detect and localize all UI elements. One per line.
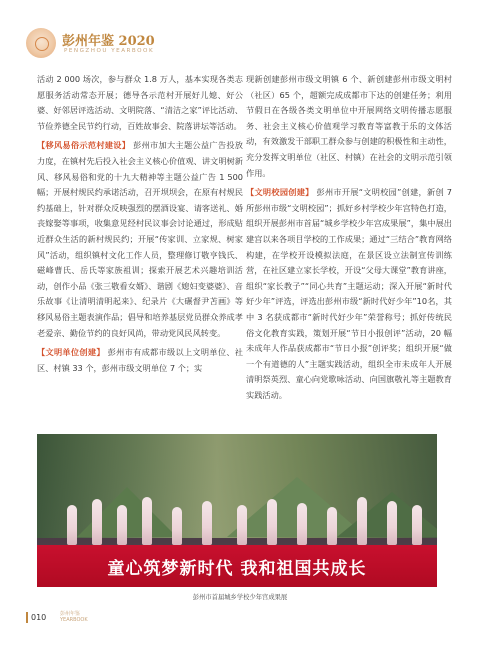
paragraph: 现新创建彭州市级文明镇 6 个、新创建彭州市级文明村（社区）65 个，超额完成成都市下达的创建任务；利用节假日在各级各类文明单位中开展网络文明传播志愿服务、社会主义核心价值观学习教育等富教于乐的文体活动，有效激发干部职工群众参与创建的积极性和主动性，充分发挥文明单位（社区、村镇）在社会的文明示范引领作用。 <box>246 74 452 178</box>
yearbook-logo-icon <box>26 28 56 58</box>
paragraph-text: 彭州市开展“文明校园”创建，新创 7 所彭州市级“文明校园”；抓好乡村学校少年宫特色打造，组织开展彭州市首届“城乡学校少年宫成果展”，集中展出建宫以来各项目学校的工作成果；通过“三结合”教育网络构建，在学校开设模拟法庭，在景区设立法制宣传训练营，在社区建立家长学校，开设“父母大课堂”教育讲座，组织“家长教子”“同心共育”主题运动；深入开展“新时代好少年”评选，评选出彭州市级“新时代好少年”10名，其中 3 名获成都市“新时代好少年”荣誉称号；抓好传统民俗文化教育实践，策划开展“节日小报创评”活动，20 幅未成年人作品获成都市“节日小报”创评奖；组织开展“做一个有道德的人”主题实践活动，组织全市未成年人开展清明祭英烈、童心向党歌咏活动、向国旗敬礼等主题教育实践活动。 <box>246 187 452 400</box>
section-tag: 【文明单位创建】 <box>37 347 105 358</box>
stage-photo <box>37 434 437 587</box>
paragraph <box>246 185 452 403</box>
dancer <box>202 501 212 545</box>
paragraph <box>37 138 243 341</box>
dancer <box>172 507 182 545</box>
dancer <box>117 505 127 545</box>
left-column <box>37 72 243 380</box>
section-tag: 【文明校园创建】 <box>246 187 314 198</box>
dancer <box>142 497 152 545</box>
dancer <box>267 499 277 545</box>
paragraph <box>37 345 243 376</box>
dancer <box>237 505 247 545</box>
footer-title-cn: 彭州年鉴 <box>60 611 81 617</box>
page-header <box>26 27 466 61</box>
yearbook-title: 彭州年鉴 2020 <box>62 34 155 49</box>
dancer <box>387 501 397 545</box>
paragraph-text: 彭州市有成都市级以上文明单位、社区、村镇 33 个，彭州市级文明单位 7 个；实 <box>37 347 243 373</box>
banner-text: 童心筑梦新时代 我和祖国共成长 <box>107 558 367 579</box>
page-number: 010 <box>26 612 46 623</box>
dancer <box>327 507 337 545</box>
right-column <box>246 72 452 407</box>
dancer <box>297 503 307 545</box>
dancer <box>67 505 77 545</box>
footer-title-en: YEARBOOK <box>60 617 88 623</box>
yearbook-subtitle: PENGZHOU YEARBOOK <box>64 48 155 54</box>
dancer <box>92 499 102 545</box>
footer-title <box>60 611 88 623</box>
paragraph: 活动 2 000 场次，参与群众 1.8 万人，基本实现各类志愿服务活动常态开展；德导各示范村开展好儿媳、好公婆、好邻居评选活动、文明院落、“清洁之家”评比活动、节俭养德全民节约行动，百姓故事会、院落讲坛等活动。 <box>37 74 243 131</box>
paragraph-text: 彭州市加大主题公益广告投放力度，在镇村先后投入社会主义核心价值观、讲文明树新风、移风易俗和党的十九大精神等主题公益广告 1 500 幅；开展村规民约承诺活动，召开坝坝会，在原有村规民约基础上，针对群众反映强烈的摆酒设宴、请客送礼、婚丧嫁娶等事项，收集意见经村民议事会讨论通过，形成贴近群众生活的新村规民约；开展“传家训、立家规、树家风”活动，组织镇村文化工作人员，整理修订敬亨钱氏、磁峰曹氏、岳氏等家族祖训；探索开展艺术兴趣培训活动，创作小品《张三敬看女婿》、谐剧《媳妇变婆婆》、音乐故事《让清明清明起来》、纪录片《大碾督尹苫画》等移风易俗主题表演作品；倡导和培养基层党员群众养成孝老爱亲、勤俭节约的良好风尚，带动党风民风转变。 <box>37 140 243 338</box>
photo-caption: 彭州市首届城乡学校少年宫成果展 <box>192 594 288 601</box>
dancer <box>412 505 422 545</box>
stage-banner <box>37 545 437 587</box>
section-tag: 【移风易俗示范村建设】 <box>37 140 131 151</box>
dancer <box>357 497 367 545</box>
